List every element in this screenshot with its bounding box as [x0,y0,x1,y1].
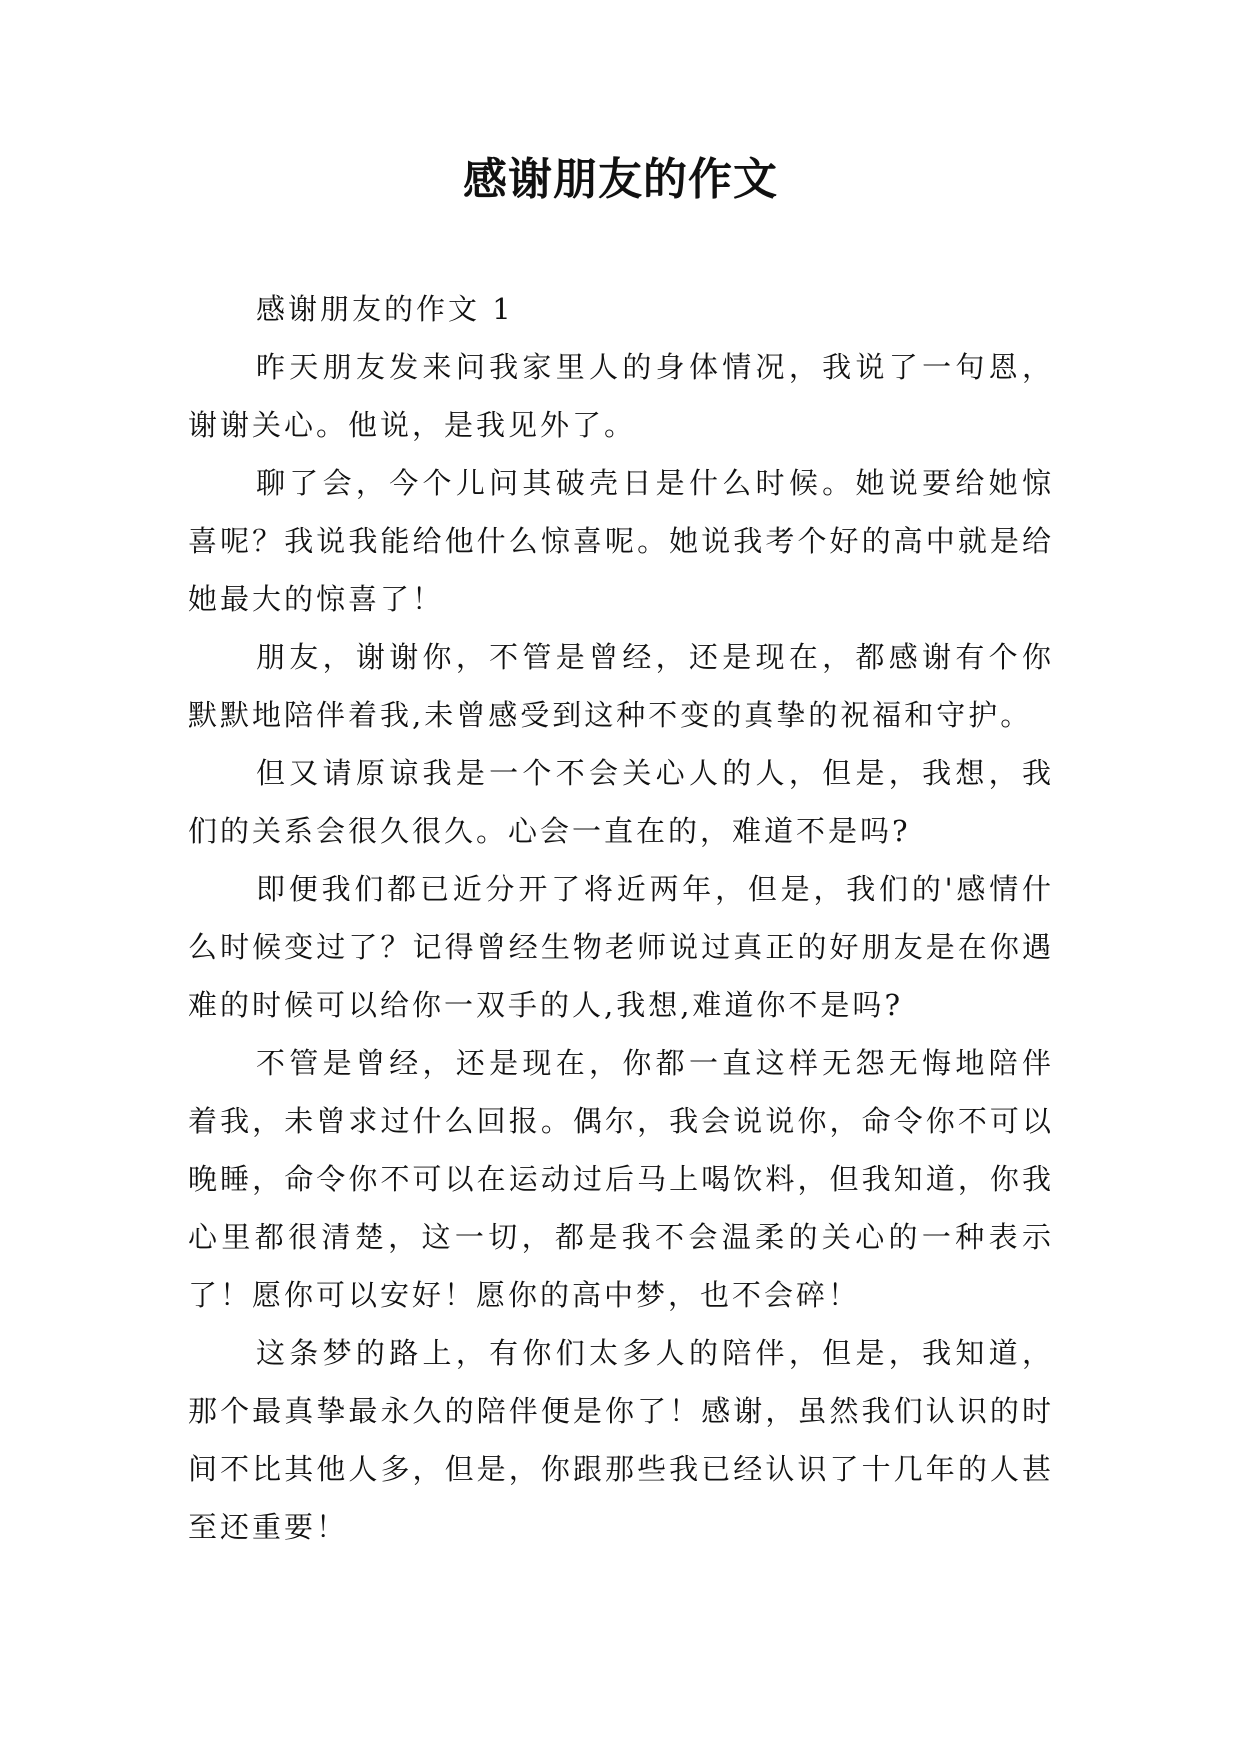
paragraph-2: 聊了会，今个儿问其破壳日是什么时候。她说要给她惊喜呢？我说我能给他什么惊喜呢。她说我考个好的高中就是给她最大的惊喜了！ [188,466,1054,616]
section-heading: 感谢朋友的作文 1 [256,292,514,326]
paragraph-6: 不管是曾经，还是现在，你都一直这样无怨无悔地陪伴着我，未曾求过什么回报。偶尔，我会说说你，命令你不可以晚睡，命令你不可以在运动过后马上喝饮料，但我知道，你我心里都很清楚，这一切，都是我不会温柔的关心的一种表示了！愿你可以安好！愿你的高中梦，也不会碎！ [188,1046,1054,1312]
document-body [188,280,1054,1556]
paragraph-5: 即便我们都已近分开了将近两年，但是，我们的'感情什么时候变过了？记得曾经生物老师说过真正的好朋友是在你遇难的时候可以给你一双手的人,我想,难道你不是吗? [188,872,1054,1022]
paragraph-7: 这条梦的路上，有你们太多人的陪伴，但是，我知道，那个最真挚最永久的陪伴便是你了！感谢，虽然我们认识的时间不比其他人多，但是，你跟那些我已经认识了十几年的人甚至还重要！ [188,1336,1054,1544]
paragraph-4: 但又请原谅我是一个不会关心人的人，但是，我想，我们的关系会很久很久。心会一直在的，难道不是吗? [188,756,1054,848]
paragraph-3: 朋友，谢谢你，不管是曾经，还是现在，都感谢有个你默默地陪伴着我,未曾感受到这种不变的真挚的祝福和守护。 [188,640,1054,732]
document-title: 感谢朋友的作文 [463,154,778,205]
paragraph-1: 昨天朋友发来问我家里人的身体情况，我说了一句恩，谢谢关心。他说，是我见外了。 [188,350,1054,442]
